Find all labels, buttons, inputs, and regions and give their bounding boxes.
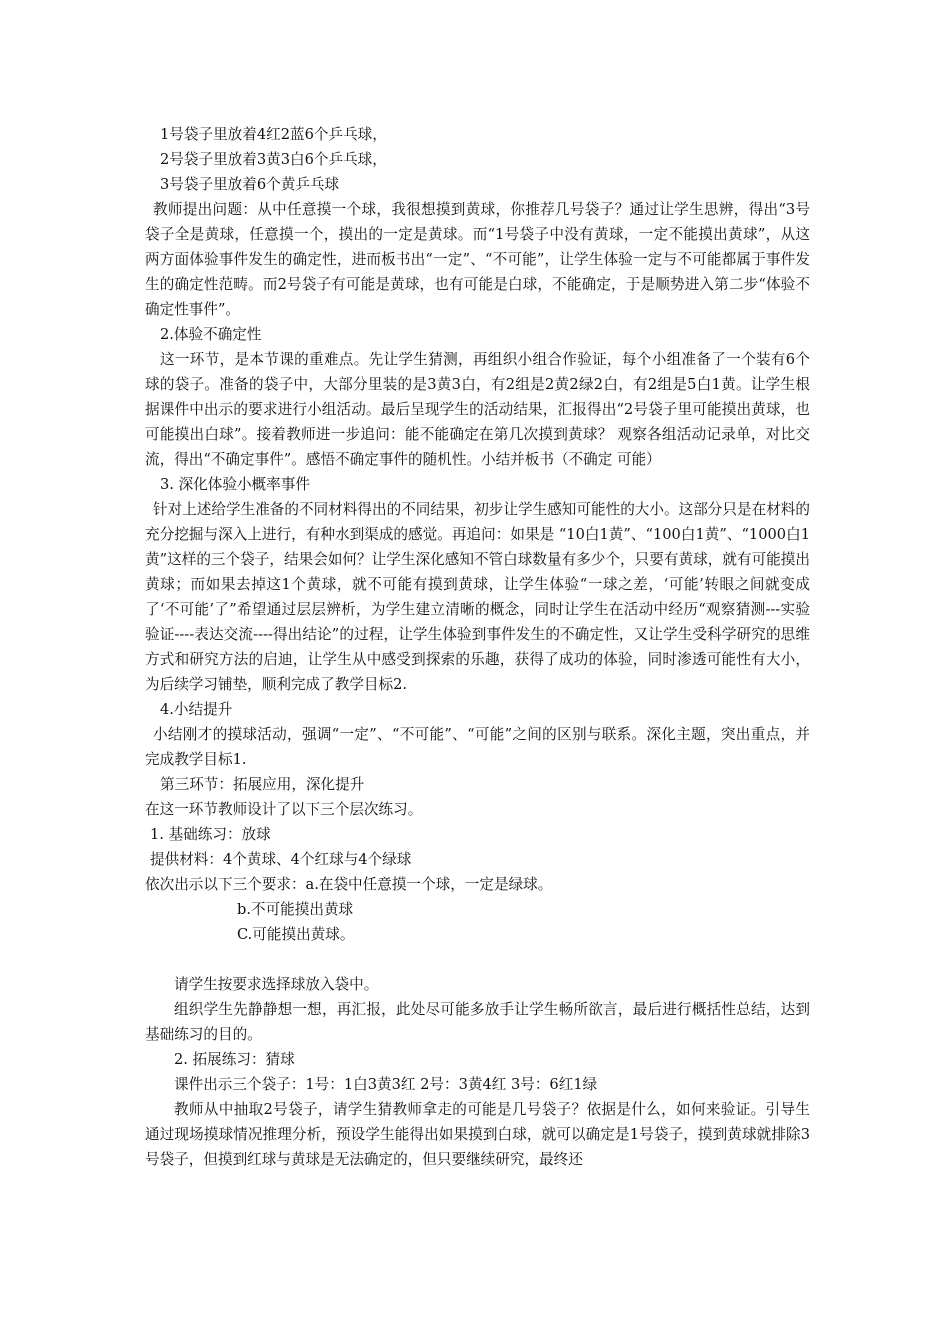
paragraph: 针对上述给学生准备的不同材料得出的不同结果，初步让学生感知可能性的大小。这部分只是在材料的充分挖掘与深入上进行，有种水到渠成的感觉。再追问：如果是 “10白1黄”、“100白1黄”、“1000白1黄”这样的三个袋子，结果会如何？让学生深化感知不管白球数量有多少个，只要有黄球，就有可能摸出黄球；而如果去掉这1个黄球，就不可能有摸到黄球，让学生体验“一球之差，‘可能’转眼之间就变成了‘不可能’了”希望通过层层辨析，为学生建立清晰的概念，同时让学生在活动中经历“观察猜测---实验验证----表达交流----得出结论”的过程，让学生体验到事件发生的不确定性，又让学生受科学研究的思维方式和研究方法的启迪，让学生从中感受到探索的乐趣，获得了成功的体验，同时渗透可能性有大小，为后续学习铺垫，顺利完成了教学目标2. <box>145 501 810 693</box>
paragraph: 提供材料：4个黄球、4个红球与4个绿球 <box>150 851 412 868</box>
paragraph: 教师提出问题：从中任意摸一个球，我很想摸到黄球，你推荐几号袋子？通过让学生思辨，得出“3号袋子全是黄球，任意摸一个，摸出的一定是黄球。而“1号袋子中没有黄球，一定不能摸出黄球”，从这两方面体验事件发生的确定性，进而板书出“一定”、“不可能”，让学生体验一定与不可能都属于事件发生的确定性范畴。而2号袋子有可能是黄球，也有可能是白球，不能确定，于是顺势进入第二步“体验不确定性事件”。 <box>145 201 810 318</box>
paragraph: 依次出示以下三个要求：a.在袋中任意摸一个球，一定是绿球。 <box>145 876 553 893</box>
paragraph: 2.体验不确定性 <box>160 326 262 343</box>
paragraph: 3号袋子里放着6个黄乒乓球 <box>160 176 340 193</box>
paragraph: 课件出示三个袋子：1号：1白3黄3红 2号：3黄4红 3号：6红1绿 <box>174 1076 598 1093</box>
paragraph: 1号袋子里放着4红2蓝6个乒乓球， <box>160 126 387 143</box>
paragraph: 2号袋子里放着3黄3白6个乒乓球， <box>160 151 387 168</box>
paragraph: 小结刚才的摸球活动，强调“一定”、“不可能”、“可能”之间的区别与联系。深化主题，突出重点，并完成教学目标1. <box>145 726 810 768</box>
paragraph: 在这一环节教师设计了以下三个层次练习。 <box>145 801 423 818</box>
paragraph: 1. 基础练习：放球 <box>150 826 271 843</box>
paragraph: 请学生按要求选择球放入袋中。 <box>174 976 379 993</box>
paragraph: 第三环节：拓展应用，深化提升 <box>160 776 365 793</box>
paragraph: C.可能摸出黄球。 <box>237 926 355 943</box>
document-page <box>145 122 810 1172</box>
blank-line <box>145 947 810 972</box>
paragraph: 2. 拓展练习：猜球 <box>174 1051 295 1068</box>
paragraph: 组织学生先静静想一想，再汇报，此处尽可能多放手让学生畅所欲言，最后进行概括性总结，达到基础练习的目的。 <box>145 1001 810 1043</box>
paragraph: 这一环节，是本节课的重难点。先让学生猜测，再组织小组合作验证，每个小组准备了一个装有6个球的袋子。准备的袋子中，大部分里装的是3黄3白，有2组是2黄2绿2白，有2组是5白1黄。让学生根据课件中出示的要求进行小组活动。最后呈现学生的活动结果，汇报得出“2号袋子里可能摸出黄球，也可能摸出白球”。接着教师进一步追问：能不能确定在第几次摸到黄球？ 观察各组活动记录单，对比交流，得出“不确定事件”。感悟不确定事件的随机性。小结并板书（不确定 可能） <box>145 351 810 468</box>
paragraph: 教师从中抽取2号袋子，请学生猜教师拿走的可能是几号袋子？依据是什么，如何来验证。引导生通过现场摸球情况推理分析，预设学生能得出如果摸到白球，就可以确定是1号袋子，摸到黄球就排除3号袋子，但摸到红球与黄球是无法确定的，但只要继续研究，最终还 <box>145 1101 810 1168</box>
paragraph: b.不可能摸出黄球 <box>237 901 354 918</box>
paragraph: 4.小结提升 <box>160 701 233 718</box>
paragraph: 3. 深化体验小概率事件 <box>160 476 310 493</box>
